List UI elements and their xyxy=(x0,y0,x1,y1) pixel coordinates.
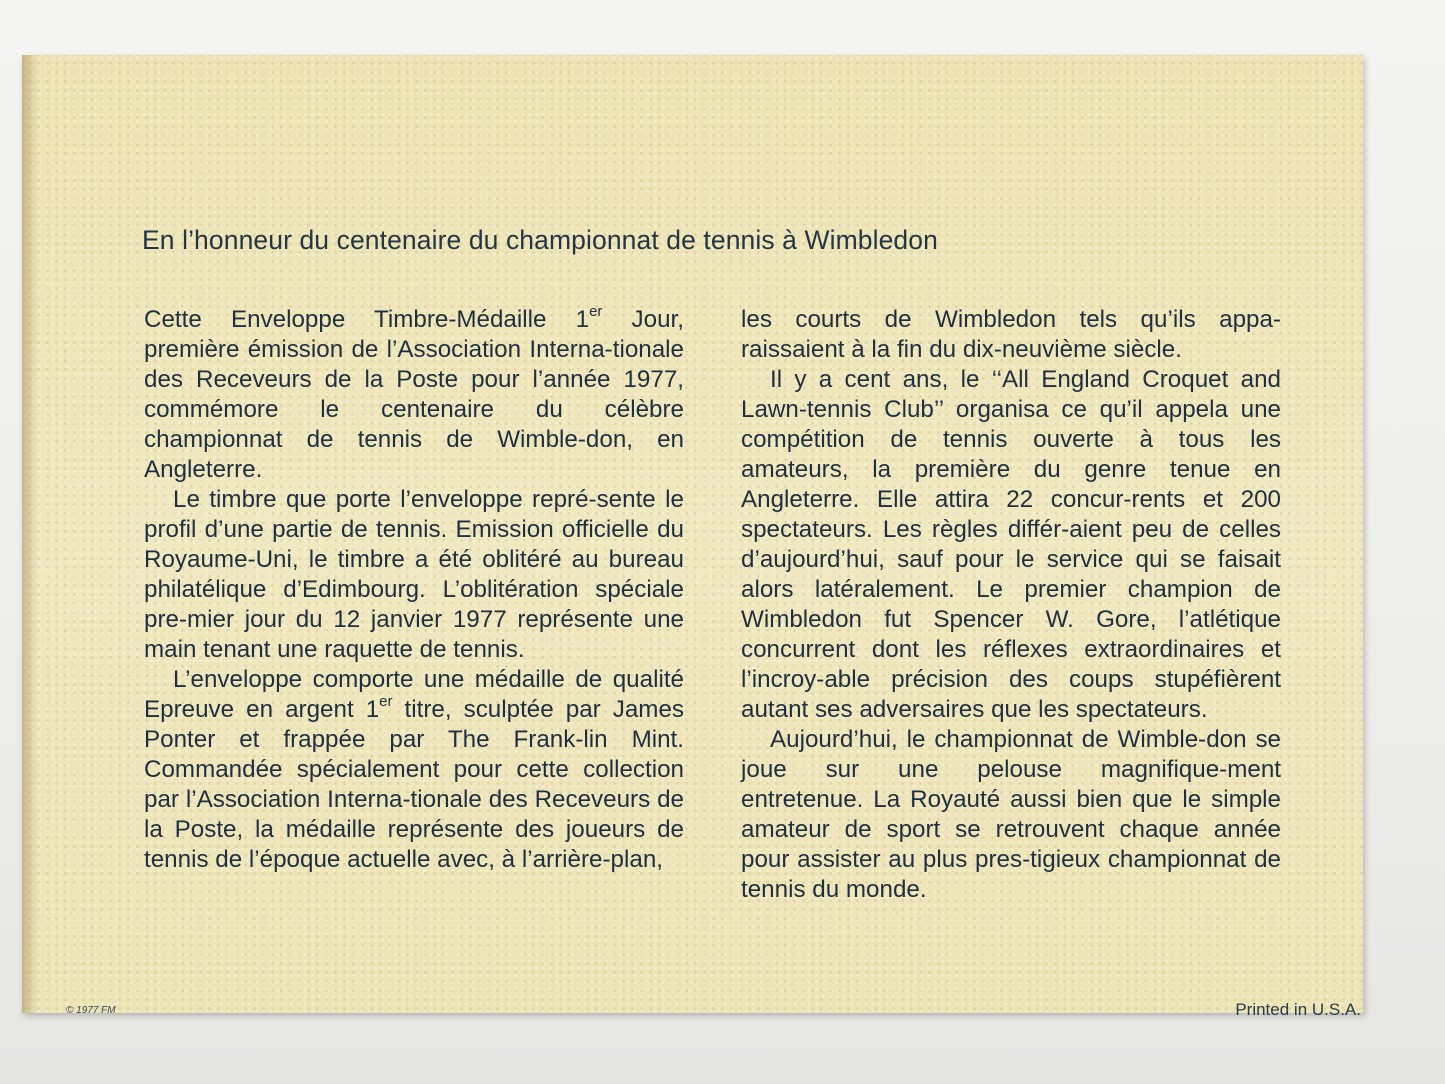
left-paragraph-2: Le timbre que porte l’enveloppe repré-sente le profil d’une partie de tennis. Emission officielle du Royaume-Uni, le timbre a été oblitéré au bureau philatélique d’Edimbourg. L’oblitération spéciale pre-mier jour du 12 janvier 1977 représente une main tenant une raquette de tennis. xyxy=(144,486,684,663)
right-column xyxy=(741,305,1281,905)
superscript-er: er xyxy=(379,692,393,710)
left-paragraph-1-text-a: Cette Enveloppe Timbre-Médaille 1 xyxy=(144,306,590,333)
copyright-note: © 1977 FM xyxy=(66,1005,116,1016)
right-paragraph-1: les courts de Wimbledon tels qu’ils appa-raissaient à la fin du dix-neuvième siècle. xyxy=(741,306,1281,363)
certificate-card xyxy=(22,55,1363,1019)
document-title: En l’honneur du centenaire du championnat de tennis à Wimbledon xyxy=(142,225,938,255)
left-paragraph-3 xyxy=(144,665,684,875)
printed-in-label: Printed in U.S.A. xyxy=(1235,1000,1361,1019)
left-paragraph-1-text-b: Jour, première émission de l’Association Interna-tionale des Receveurs de la Poste pour l’année 1977, commémore le centenaire du célèbre championnat de tennis de Wimble-don, en Angleterre. xyxy=(144,306,684,483)
left-paragraph-1 xyxy=(144,302,684,485)
superscript-er: er xyxy=(589,302,603,320)
right-paragraph-2: Il y a cent ans, le ‘‘All England Croquet and Lawn-tennis Club’’ organisa ce qu’il appela une compétition de tennis ouverte à tous les amateurs, la première du genre tenue en Angleterre. Elle attira 22 concur-rents et 200 spectateurs. Les règles différ-aient peu de celles d’aujourd’hui, sauf pour le service qui se faisait alors latéralement. Le premier champion de Wimbledon fut Spencer W. Gore, l’atlétique concurrent dont les réflexes extraordinaires et l’incroy-able précision des coups stupéfièrent autant ses adversaires que les spectateurs. xyxy=(741,366,1281,723)
left-column xyxy=(144,302,684,875)
right-paragraph-3: Aujourd’hui, le championnat de Wimble-don se joue sur une pelouse magnifique-ment entretenue. La Royauté aussi bien que le simple amateur de sport se retrouvent chaque année pour assister au plus pres-tigieux championnat de tennis du monde. xyxy=(741,726,1281,903)
left-paragraph-3-text-b: titre, sculptée par James Ponter et frappée par The Frank-lin Mint. Commandée spécialement pour cette collection par l’Association Interna-tionale des Receveurs de la Poste, la médaille représente des joueurs de tennis de l’époque actuelle avec, à l’arrière-plan, xyxy=(144,696,684,873)
left-paragraph-3-text-a: L’enveloppe comporte une médaille de qualité Epreuve en argent 1 xyxy=(144,666,684,723)
